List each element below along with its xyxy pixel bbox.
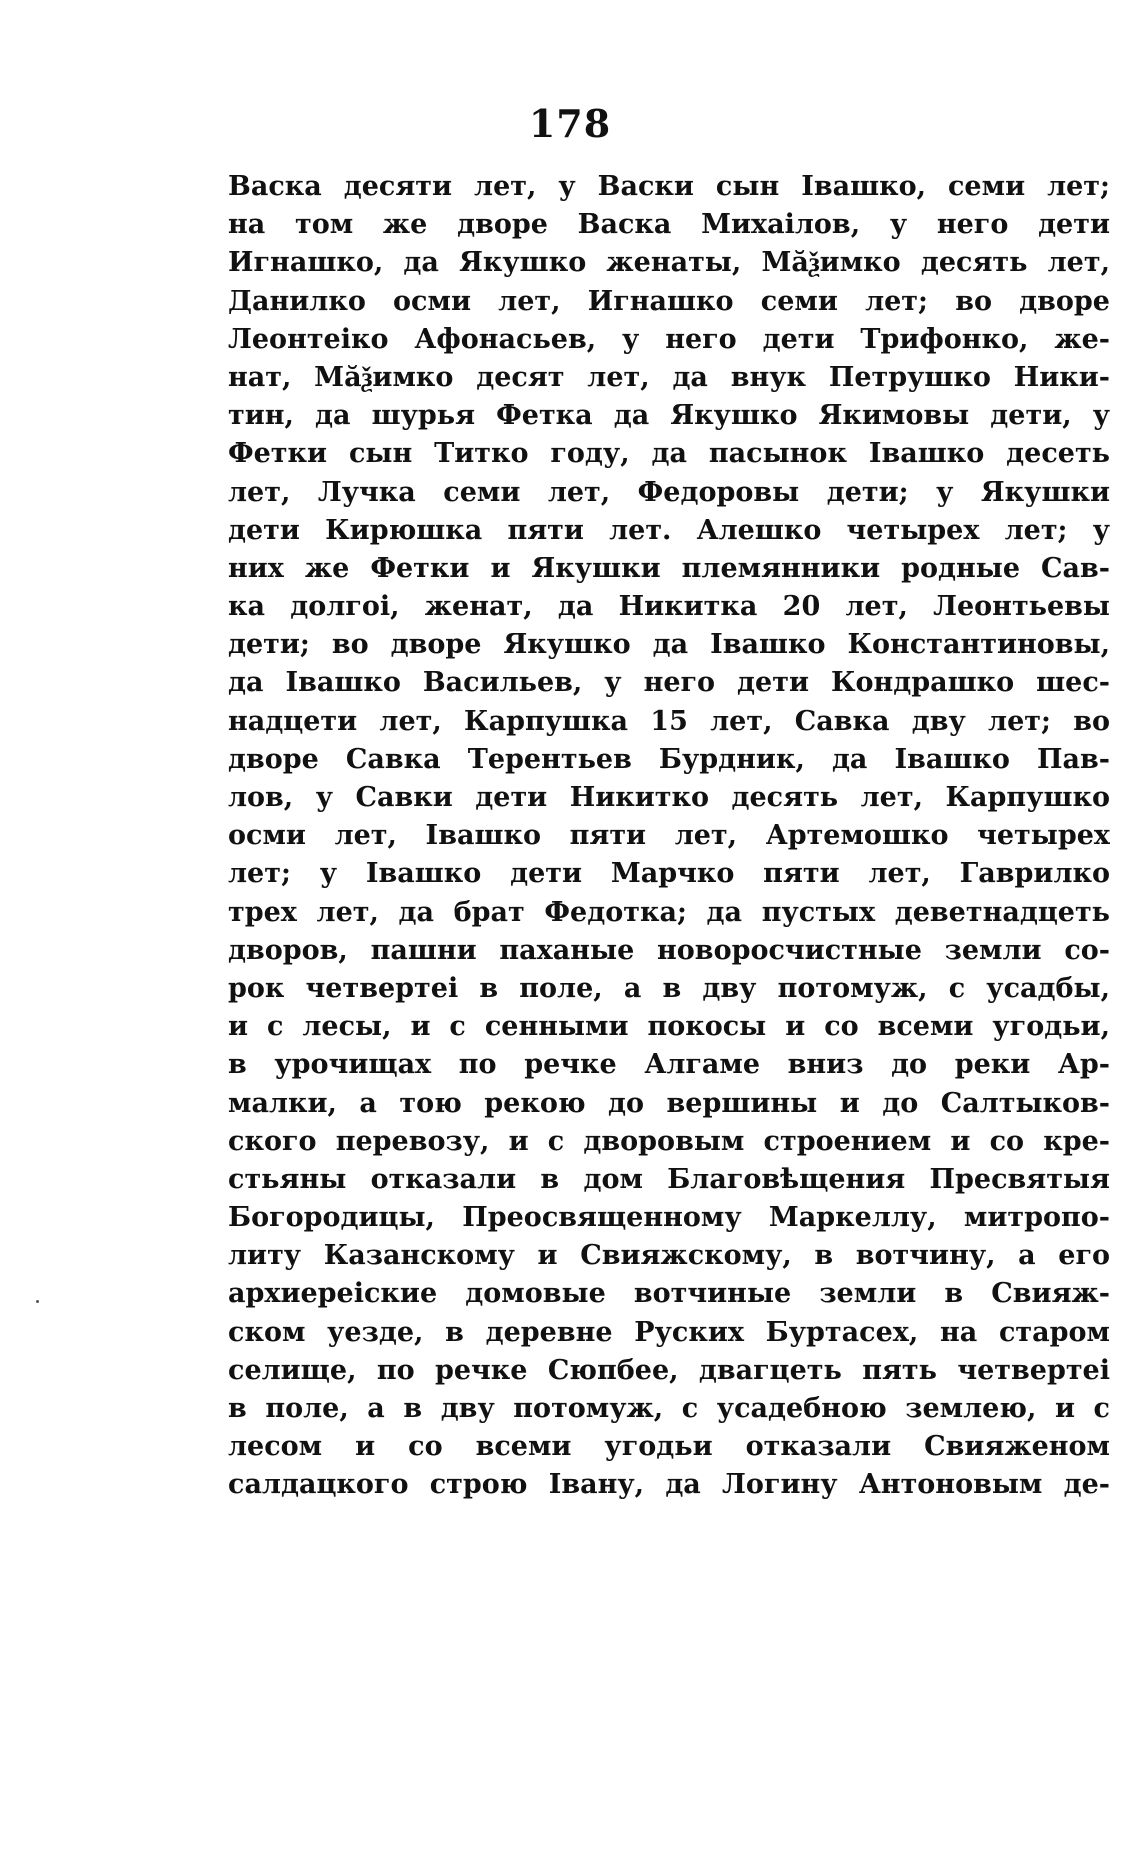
text-line: Игнашко, да Якушко женаты, Мӑѯимко десять лет, — [228, 247, 1110, 279]
text-line: ка долгоі, женат, да Никитка 20 лет, Леонтьевы — [228, 591, 1110, 623]
text-line: архиереіские домовые вотчиные земли в Свияж- — [228, 1278, 1110, 1310]
text-line: них же Фетки и Якушки племянники родные Сав- — [228, 552, 1110, 584]
page-number: 178 — [528, 101, 612, 146]
text-line: надцети лет, Карпушка 15 лет, Савка дву лет; во — [228, 705, 1110, 737]
text-line: малки, а тою рекою до вершины и до Салтыков- — [228, 1087, 1110, 1119]
text-line: трех лет, да брат Федотка; да пустых деветнадцеть — [228, 896, 1110, 928]
text-line: да Івашко Васильев, у него дети Кондрашко шес- — [228, 667, 1110, 699]
text-line: стьяны отказали в дом Благовѣщения Пресвятыя — [228, 1163, 1110, 1195]
text-line: дети Кирюшка пяти лет. Алешко четырех лет; у — [228, 514, 1110, 546]
text-line: в поле, а в дву потомуж, с усадебною землею, и с — [228, 1393, 1110, 1424]
text-line: на том же дворе Васка Михаілов, у него дети — [228, 209, 1110, 241]
text-line: лов, у Савки дети Никитко десять лет, Карпушко — [228, 782, 1110, 813]
text-line: тин, да шурья Фетка да Якушко Якимовы дети, у — [228, 400, 1110, 432]
text-line: ском уезде, в деревне Руских Буртасех, на старом — [228, 1316, 1110, 1348]
text-line: Фетки сын Титко году, да пасынок Івашко десеть — [228, 438, 1110, 470]
text-line: Данилко осми лет, Игнашко семи лет; во дворе — [228, 285, 1110, 317]
text-line: рок четвертеі в поле, а в дву потомуж, с усадбы, — [228, 972, 1110, 1004]
text-line: нат, Мӑѯимко десят лет, да внук Петрушко Ники- — [228, 361, 1110, 393]
text-line: дети; во дворе Якушко да Івашко Константиновы, — [228, 629, 1110, 661]
scan-speck — [36, 1300, 39, 1303]
text-line: ского перевозу, и с дворовым строением и со кре- — [228, 1125, 1110, 1157]
text-line: селище, по речке Сюпбее, двагцеть пять четвертеі — [228, 1354, 1110, 1386]
text-line: лет; у Івашко дети Марчко пяти лет, Гаврилко — [228, 858, 1110, 890]
text-line: литу Казанскому и Свияжскому, в вотчину, а его — [228, 1240, 1110, 1272]
text-line: и с лесы, и с сенными покосы и со всеми угодьи, — [228, 1011, 1110, 1043]
text-line: дворов, пашни паханые новоросчистные земли со- — [228, 934, 1110, 966]
text-line: салдацкого строю Івану, да Логину Антоновым де- — [228, 1469, 1110, 1501]
text-line: лет, Лучка семи лет, Федоровы дети; у Якушки — [228, 476, 1110, 508]
text-line: лесом и со всеми угодьи отказали Свияженом — [228, 1431, 1110, 1463]
text-line: Богородицы, Преосвященному Маркеллу, митропо- — [228, 1202, 1110, 1234]
body-text — [228, 168, 1110, 1505]
text-line: в урочищах по речке Алгаме вниз до реки Ар- — [228, 1049, 1110, 1081]
text-line: осми лет, Івашко пяти лет, Артемошко четырех — [228, 820, 1110, 852]
text-line: дворе Савка Терентьев Бурдник, да Івашко Пав- — [228, 743, 1110, 775]
text-line: Леонтеіко Афонасьев, у него дети Трифонко, же- — [228, 323, 1110, 355]
text-line: Васка десяти лет, у Васки сын Івашко, семи лет; — [228, 171, 1110, 202]
